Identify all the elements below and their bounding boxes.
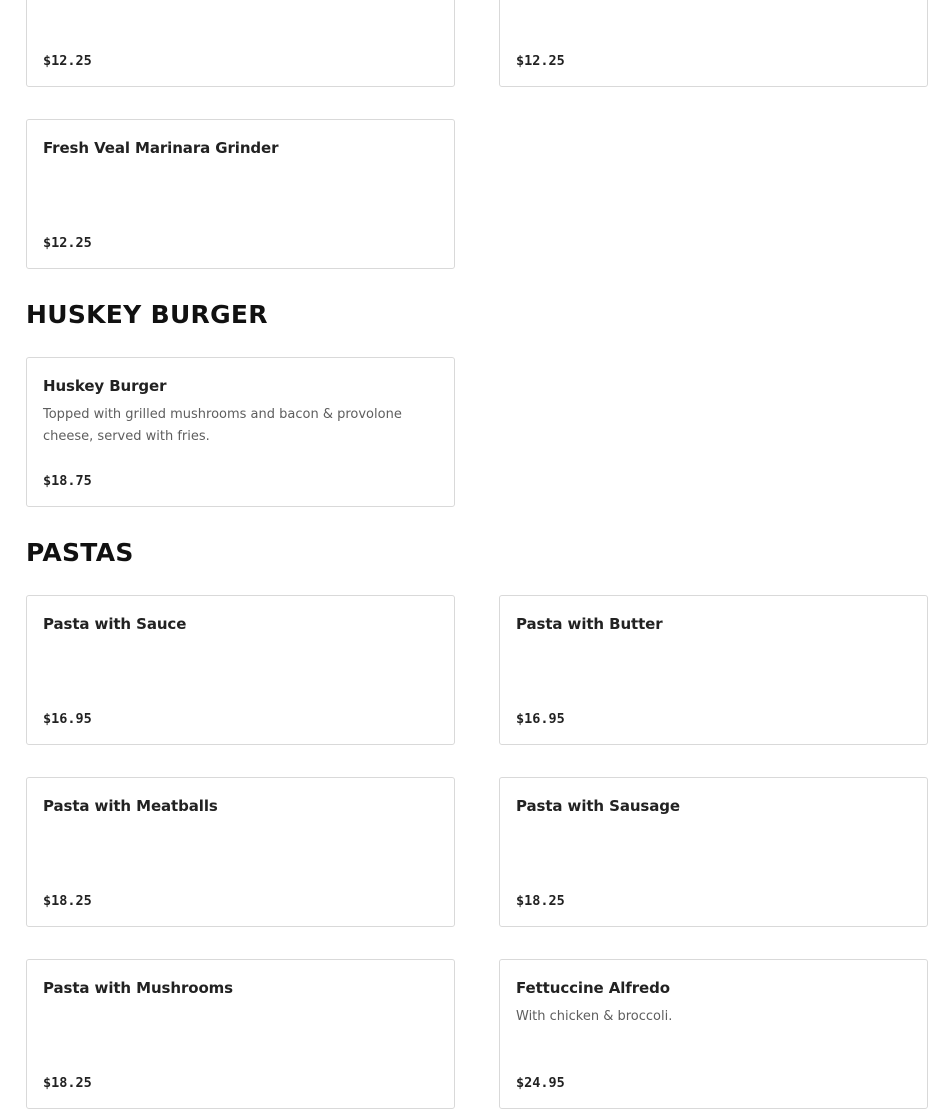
menu-item-price: $16.95: [43, 711, 92, 727]
menu-item-price: $16.95: [516, 711, 565, 727]
menu-item-price: $18.25: [43, 1075, 92, 1091]
menu-item-price: $18.25: [516, 893, 565, 909]
menu-item-price: $18.25: [43, 893, 92, 909]
menu-item-price: $12.25: [43, 53, 92, 69]
menu-item-card[interactable]: [26, 777, 455, 927]
menu-item-card[interactable]: [26, 959, 455, 1109]
menu-item-card[interactable]: [499, 595, 928, 745]
menu-item-card[interactable]: [499, 959, 928, 1109]
menu-item-description: Topped with grilled mushrooms and bacon & provolone cheese, served with fries.: [43, 407, 402, 444]
menu-item-card[interactable]: [26, 0, 455, 87]
menu-item-name: Pasta with Butter: [516, 615, 663, 633]
menu-item-card[interactable]: [499, 777, 928, 927]
menu-item-name: Pasta with Sauce: [43, 615, 187, 633]
menu-item-card[interactable]: [26, 357, 455, 507]
menu-item-price: $24.95: [516, 1075, 565, 1091]
menu-item-description: With chicken & broccoli.: [516, 1009, 673, 1024]
menu-item-name: Pasta with Mushrooms: [43, 979, 234, 997]
menu-item-price: $18.75: [43, 473, 92, 489]
menu-item-name: Pasta with Meatballs: [43, 797, 218, 815]
section-title-pastas: PASTAS: [26, 538, 134, 567]
menu-item-name: Fresh Veal Marinara Grinder: [43, 139, 279, 157]
menu-item-card[interactable]: [499, 0, 928, 87]
menu-item-price: $12.25: [43, 235, 92, 251]
menu-item-name: Huskey Burger: [43, 377, 167, 395]
menu-item-name: Pasta with Sausage: [516, 797, 680, 815]
section-title-huskey-burger: HUSKEY BURGER: [26, 300, 268, 329]
menu-item-card[interactable]: [26, 595, 455, 745]
menu-item-name: Fettuccine Alfredo: [516, 979, 670, 997]
menu-item-price: $12.25: [516, 53, 565, 69]
menu-item-card[interactable]: [26, 119, 455, 269]
